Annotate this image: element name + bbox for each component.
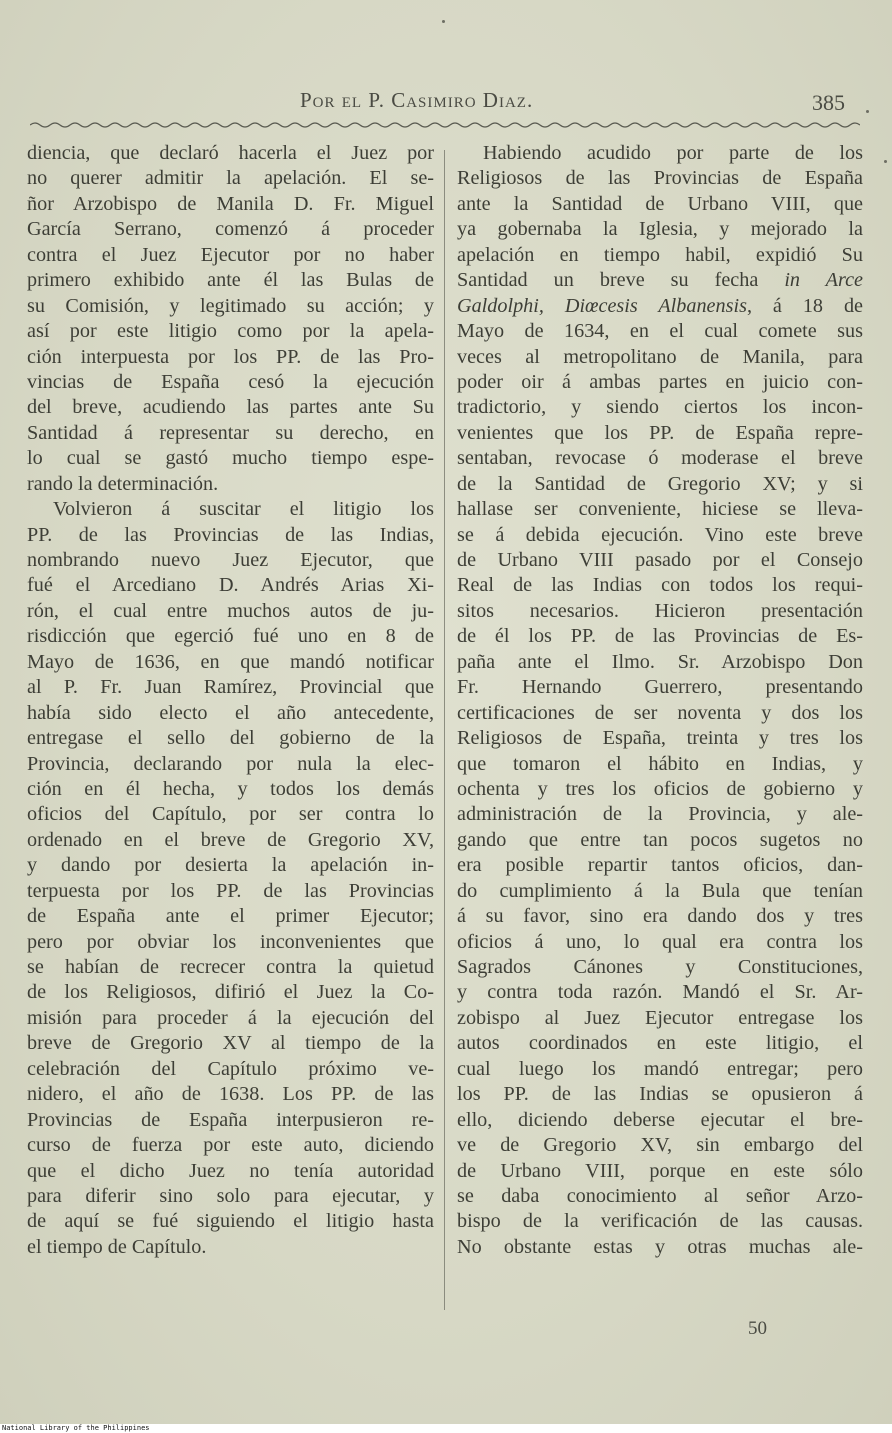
text-line: que tomaron el hábito en Indias, y (457, 752, 863, 775)
text-line: Volvieron á suscitar el litigio los (53, 498, 434, 521)
text-line: de aquí se fué siguiendo el litigio hasta (27, 1210, 434, 1233)
text-line: de Urbano VIII pasado por el Consejo (457, 549, 863, 571)
text-line: tradictorio, y siendo ciertos los incon- (457, 396, 863, 419)
text-line: veces al metropolitano de Manila, para (457, 345, 863, 368)
text-line: do cumplimiento á la Bula que tenían (457, 879, 863, 902)
text-line: Provincia, declarando por nula la elec- (27, 752, 434, 775)
text-line: se habían de recrecer contra la quietud (27, 956, 434, 978)
text-line: de la Santidad de Gregorio XV; y si (457, 472, 863, 495)
text-line: á su favor, sino era dando dos y tres (457, 905, 863, 928)
right-text-column (457, 141, 863, 1260)
text-line: vincias de España cesó la ejecución (27, 370, 434, 393)
text-line: bispo de la verificación de las causas. (457, 1210, 863, 1233)
text-line: oficios del Capítulo, por ser contra lo (27, 803, 434, 826)
text-line: nombrando nuevo Juez Ejecutor, que (27, 549, 434, 571)
text-line: diencia, que declaró hacerla el Juez por (27, 142, 434, 164)
text-line: risdicción que egerció fué uno en 8 de (27, 625, 434, 648)
text-line: Santidad un breve su fecha in Arce (457, 269, 864, 292)
text-line: PP. de las Provincias de las Indias, (27, 523, 434, 546)
text-line: primero exhibido ante él las Bulas de (27, 269, 434, 292)
text-line: ción en él hecha, y todos los demás (27, 777, 434, 800)
text-line: Mayo de 1634, en el cual comete sus (457, 320, 863, 343)
text-line: su Comisión, y legitimado su acción; y (27, 294, 434, 317)
text-line: Fr. Hernando Guerrero, presentando (457, 676, 863, 699)
text-line: ve de Gregorio XV, sin embargo del (457, 1134, 863, 1157)
text-line: misión para proceder á la ejecución del (27, 1006, 434, 1029)
text-line: sitos necesarios. Hicieron presentación (457, 599, 863, 622)
text-line: ñor Arzobispo de Manila D. Fr. Miguel (27, 192, 434, 215)
text-line: rón, el cual entre muchos autos de ju- (27, 599, 434, 622)
text-line: administración de la Provincia, y ale- (457, 803, 863, 826)
text-line: así por este litigio como por la apela- (27, 320, 434, 343)
text-line: certificaciones de ser noventa y dos los (457, 701, 863, 724)
text-line: era posible repartir tantos oficios, dan- (457, 854, 863, 877)
text-line: y dando por desierta la apelación in- (27, 854, 434, 877)
text-line: Mayo de 1636, en que mandó notificar (27, 650, 434, 673)
running-head: Por el P. Casimiro Diaz. (300, 88, 534, 112)
header-rule (30, 120, 860, 130)
text-line: fué el Arcediano D. Andrés Arias Xi- (27, 574, 434, 597)
speck (442, 20, 445, 23)
text-line: oficios á uno, lo qual era contra los (457, 930, 863, 953)
text-line: y contra toda razón. Mandó el Sr. Ar- (457, 981, 863, 1004)
text-line: al P. Fr. Juan Ramírez, Provincial que (27, 676, 434, 699)
page-number: 385 (812, 90, 845, 115)
text-line: sentaban, revocase ó moderase el breve (457, 447, 863, 470)
text-line: entregase el sello del gobierno de la (27, 727, 434, 750)
text-line: ordenado en el breve de Gregorio XV, (27, 828, 434, 851)
footer-credit: National Library of the Philippines (0, 1424, 892, 1433)
text-line: apelación en tiempo habil, expidió Su (457, 243, 863, 266)
text-line: curso de fuerza por este auto, diciendo (27, 1134, 434, 1157)
text-line: zobispo al Juez Ejecutor entregase los (457, 1006, 863, 1029)
text-line: los PP. de las Indias se opusieron á (457, 1083, 863, 1106)
text-line: Santidad á representar su derecho, en (27, 421, 434, 444)
text-line: lo cual se gastó mucho tiempo espe- (27, 447, 434, 470)
text-line: ello, diciendo deberse ejecutar el bre- (457, 1108, 863, 1131)
speck (884, 160, 887, 163)
text-line: Provincias de España interpusieron re- (27, 1108, 434, 1131)
text-line: se daba conocimiento al señor Arzo- (457, 1184, 863, 1207)
text-line: Real de las Indias con todos los requi- (457, 574, 863, 597)
text-line: No obstante estas y otras muchas ale- (457, 1235, 863, 1258)
text-line: ochenta y tres los oficios de gobierno y (457, 777, 863, 800)
text-line: el tiempo de Capítulo. (27, 1235, 207, 1258)
text-line: nidero, el año de 1638. Los PP. de las (27, 1083, 434, 1106)
text-line: autos coordinados en este litigio, el (457, 1032, 863, 1055)
text-line: se á debida ejecución. Vino este breve (457, 523, 863, 546)
text-line: celebración del Capítulo próximo ve- (27, 1057, 434, 1080)
text-line: paña ante el Ilmo. Sr. Arzobispo Don (457, 650, 863, 673)
text-line: Habiendo acudido por parte de los (483, 142, 863, 164)
text-line: ción interpuesta por los PP. de las Pro- (27, 345, 434, 368)
text-line: breve de Gregorio XV al tiempo de la (27, 1032, 434, 1055)
text-line: pero por obviar los inconvenientes que (27, 930, 434, 953)
text-line: Religiosos de España, treinta y tres los (457, 727, 863, 750)
text-line: para diferir sino solo para ejecutar, y (27, 1184, 434, 1207)
text-line: Religiosos de las Provincias de España (457, 167, 863, 190)
text-line: no querer admitir la apelación. El se- (27, 167, 434, 190)
text-line: de los Religiosos, difirió el Juez la Co- (27, 981, 434, 1004)
text-line: que el dicho Juez no tenía autoridad (27, 1159, 434, 1182)
text-line: gando que entre tan pocos sugetos no (457, 828, 863, 851)
text-line: Galdolphi, Diœcesis Albanensis, á 18 de (457, 294, 864, 317)
text-line: ante la Santidad de Urbano VIII, que (457, 192, 863, 215)
text-line: poder oir á ambas partes en juicio con- (457, 370, 863, 393)
text-line: García Serrano, comenzó á proceder (27, 218, 434, 241)
speck (866, 110, 869, 113)
text-line: cual luego los mandó entregar; pero (457, 1057, 863, 1080)
text-line: venientes que los PP. de España repre- (457, 421, 863, 444)
column-divider (444, 150, 445, 1310)
text-line: del breve, acudiendo las partes ante Su (27, 396, 434, 419)
text-line: ya gobernaba la Iglesia, y mejorado la (457, 218, 863, 241)
text-line: había sido electo el año antecedente, (27, 701, 434, 724)
text-line: terpuesta por los PP. de las Provincias (27, 879, 434, 902)
signature-mark: 50 (748, 1318, 767, 1339)
text-line: contra el Juez Ejecutor por no haber (27, 243, 434, 266)
text-line: Sagrados Cánones y Constituciones, (457, 956, 863, 978)
text-line: hallase ser conveniente, hiciese se lleva- (457, 498, 863, 521)
text-line: de España ante el primer Ejecutor; (27, 905, 434, 928)
left-text-column (27, 141, 434, 1260)
text-line: rando la determinación. (27, 472, 219, 495)
text-line: de Urbano VIII, porque en este sólo (457, 1159, 863, 1182)
text-line: de él los PP. de las Provincias de Es- (457, 625, 863, 648)
